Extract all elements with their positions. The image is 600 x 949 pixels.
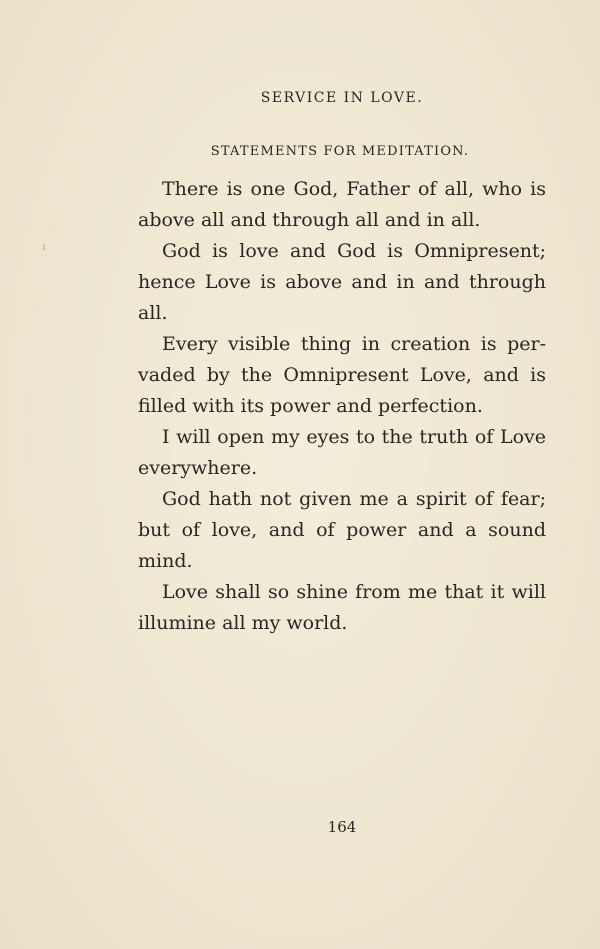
page-number: 164: [327, 818, 357, 836]
paragraph-5: God hath not given me a spirit of fear; but of love, and of power and a sound mind.: [138, 488, 546, 572]
paragraph-4: I will open my eyes to the truth of Love everywhere.: [138, 426, 546, 479]
body-text: [138, 174, 546, 639]
margin-speck: ı: [42, 240, 46, 253]
paragraph-6: Love shall so shine from me that it will illumine all my world.: [138, 581, 546, 634]
section-title: STATEMENTS FOR MEDITATION.: [210, 144, 470, 159]
paragraph-1: There is one God, Father of all, who is above all and through all and in all.: [138, 178, 546, 231]
paragraph-2: God is love and God is Omnipresent; hence Love is above and in and through all.: [138, 240, 546, 324]
paragraph-3: Every visible thing in creation is per- vaded by the Omnipresent Love, and is filled with its power and perfection.: [138, 333, 546, 417]
running-head: SERVICE IN LOVE.: [260, 90, 424, 106]
